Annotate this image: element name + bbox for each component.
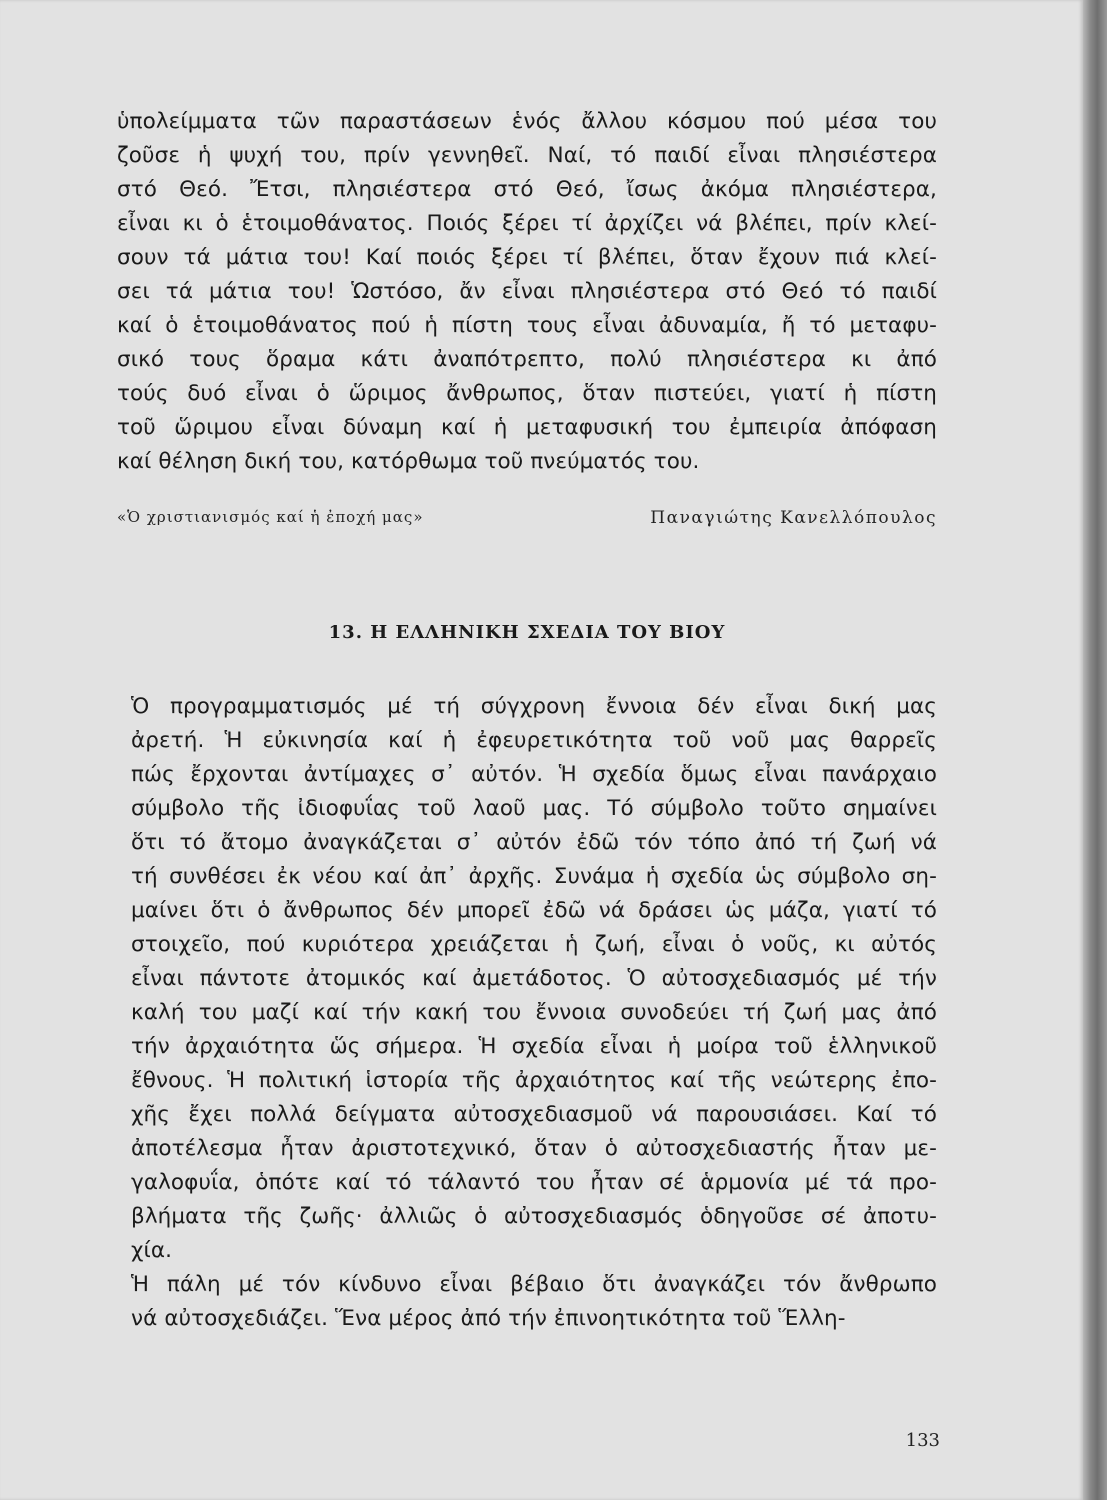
text-line: ἔθνους. Ἡ πολιτική ἱστορία τῆς ἀρχαιότητος καί τῆς νεώτερης ἐπο- xyxy=(131,1068,937,1093)
text-line: χία. xyxy=(131,1238,173,1263)
text-line: σύμβολο τῆς ἰδιοφυΐας τοῦ λαοῦ μας. Τό σύμβολο τοῦτο σημαίνει xyxy=(131,796,937,821)
section-body xyxy=(117,690,937,1336)
text-line: καί θέληση δική του, κατόρθωμα τοῦ πνεύματός του. xyxy=(117,449,700,474)
text-line: Ἡ πάλη μέ τόν κίνδυνο εἶναι βέβαιο ὅτι ἀναγκάζει τόν ἄνθρωπο xyxy=(131,1272,937,1297)
text-line: βλήματα τῆς ζωῆς· ἀλλιῶς ὁ αὐτοσχεδιασμός ὁδηγοῦσε σέ ἀποτυ- xyxy=(131,1204,937,1229)
text-line: γαλοφυΐα, ὁπότε καί τό τάλαντό του ἦταν σέ ἁρμονία μέ τά προ- xyxy=(131,1170,937,1195)
attribution xyxy=(117,508,937,528)
text-line: τή συνθέσει ἐκ νέου καί ἀπ᾽ ἀρχῆς. Συνάμα ἡ σχεδία ὡς σύμβολο ση- xyxy=(131,864,937,889)
text-line: χῆς ἔχει πολλά δείγματα αὐτοσχεδιασμοῦ νά παρουσιάσει. Καί τό xyxy=(131,1102,937,1127)
attribution-author: Παναγιώτης Κανελλόπουλος xyxy=(650,508,937,528)
top-paragraph xyxy=(117,105,937,479)
text-line: Ὁ προγραμματισμός μέ τή σύγχρονη ἔννοια δέν εἶναι δική μας xyxy=(131,694,937,719)
text-line: καί ὁ ἑτοιμοθάνατος πού ἡ πίστη τους εἶναι ἀδυναμία, ἤ τό μεταφυ- xyxy=(117,313,937,338)
text-line: πώς ἔρχονται ἀντίμαχες σ᾽ αὐτόν. Ἡ σχεδία ὅμως εἶναι πανάρχαιο xyxy=(131,762,937,787)
text-line: εἶναι πάντοτε ἀτομικός καί ἀμετάδοτος. Ὁ αὐτοσχεδιασμός μέ τήν xyxy=(131,966,937,991)
text-line: τούς δυό εἶναι ὁ ὥριμος ἄνθρωπος, ὅταν πιστεύει, γιατί ἡ πίστη xyxy=(117,381,937,406)
text-line: ζοῦσε ἡ ψυχή του, πρίν γεννηθεῖ. Ναί, τό παιδί εἶναι πλησιέστερα xyxy=(117,143,937,168)
text-line: τοῦ ὥριμου εἶναι δύναμη καί ἡ μεταφυσική του ἐμπειρία ἀπόφαση xyxy=(117,415,937,440)
text-line: μαίνει ὅτι ὁ ἄνθρωπος δέν μπορεῖ ἐδῶ νά δράσει ὡς μάζα, γιατί τό xyxy=(131,898,937,923)
text-line: ὅτι τό ἄτομο ἀναγκάζεται σ᾽ αὐτόν ἐδῶ τόν τόπο ἀπό τή ζωή νά xyxy=(131,830,937,855)
text-line: σει τά μάτια του! Ὡστόσο, ἄν εἶναι πλησιέστερα στό Θεό τό παιδί xyxy=(117,279,937,304)
text-line: καλή του μαζί καί τήν κακή του ἔννοια συνοδεύει τή ζωή μας ἀπό xyxy=(131,1000,937,1025)
text-line: σικό τους ὅραμα κάτι ἀναπότρεπτο, πολύ πλησιέστερα κι ἀπό xyxy=(117,347,937,372)
text-line: στοιχεῖο, πού κυριότερα χρειάζεται ἡ ζωή, εἶναι ὁ νοῦς, κι αὐτός xyxy=(131,932,937,957)
section-paragraph-1 xyxy=(117,690,937,1268)
text-line: νά αὐτοσχεδιάζει. Ἕνα μέρος ἀπό τήν ἐπινοητικότητα τοῦ Ἕλλη- xyxy=(131,1306,846,1331)
page-number: 133 xyxy=(905,1430,940,1451)
text-line: σουν τά μάτια του! Καί ποιός ξέρει τί βλέπει, ὅταν ἔχουν πιά κλεί- xyxy=(117,245,937,270)
page-edge xyxy=(1083,0,1107,1500)
section-paragraph-2 xyxy=(117,1268,937,1336)
text-line: ἀρετή. Ἡ εὐκινησία καί ἡ ἐφευρετικότητα τοῦ νοῦ μας θαρρεῖς xyxy=(131,728,937,753)
text-line: ὑπολείμματα τῶν παραστάσεων ἑνός ἄλλου κόσμου πού μέσα του xyxy=(117,109,937,134)
attribution-source: «Ὁ χριστιανισμός καί ἡ ἐποχή μας» xyxy=(117,508,424,526)
text-line: στό Θεό. Ἔτσι, πλησιέστερα στό Θεό, ἴσως ἀκόμα πλησιέστερα, xyxy=(117,177,937,202)
text-line: εἶναι κι ὁ ἑτοιμοθάνατος. Ποιός ξέρει τί ἀρχίζει νά βλέπει, πρίν κλεί- xyxy=(117,211,937,236)
text-line: τήν ἀρχαιότητα ὥς σήμερα. Ἡ σχεδία εἶναι ἡ μοίρα τοῦ ἑλληνικοῦ xyxy=(131,1034,937,1059)
section-heading: 13. Η ΕΛΛΗΝΙΚΗ ΣΧΕΔΙΑ ΤΟΥ ΒΙΟΥ xyxy=(328,622,726,643)
text-line: ἀποτέλεσμα ἦταν ἀριστοτεχνικό, ὅταν ὁ αὐτοσχεδιαστής ἦταν με- xyxy=(131,1136,937,1161)
